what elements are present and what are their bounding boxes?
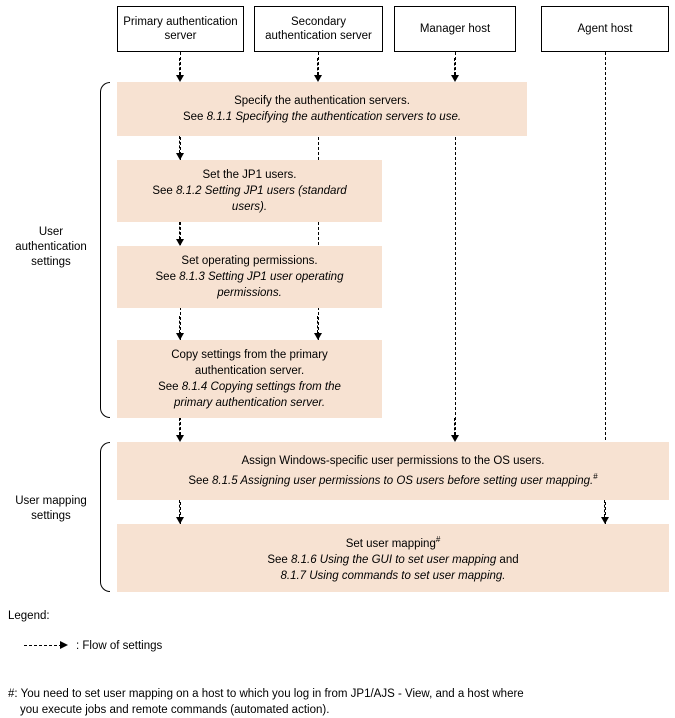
- group-label-line: User: [15, 495, 40, 507]
- flow-arrow: [175, 418, 185, 442]
- flow-arrow: [175, 316, 185, 340]
- step-reference-line2: users).: [231, 201, 268, 213]
- column-header-line: server: [164, 30, 197, 42]
- column-header-line: server: [339, 30, 372, 42]
- flow-arrow: [313, 316, 323, 340]
- process-box-assign-windows-user-permissions: [117, 442, 669, 500]
- column-header-line: authentication: [265, 30, 337, 42]
- step-reference-line2: 8.1.7 Using commands to set user mapping.: [280, 569, 506, 582]
- step-reference: See 8.1.6 Using the GUI to set user mapping and: [267, 553, 519, 566]
- group-brace-user-mapping-settings: [100, 442, 110, 592]
- flow-arrow-icon: [24, 641, 72, 651]
- column-header-secondary-auth-server: [254, 6, 383, 52]
- process-box-set-jp1-users: [117, 160, 382, 222]
- footnote-marker: #: [593, 472, 598, 482]
- step-title: Set the JP1 users.: [202, 169, 297, 181]
- column-header-line: authentication: [166, 16, 238, 28]
- step-reference-line2: primary authentication server.: [173, 397, 326, 409]
- process-box-specify-authentication-servers: [117, 82, 527, 136]
- group-label-user-mapping-settings: [8, 494, 94, 524]
- flow-arrow: [600, 500, 610, 524]
- group-label-line: authentication: [15, 241, 87, 253]
- group-label-line: settings: [31, 256, 71, 268]
- column-header-primary-auth-server: [117, 6, 244, 52]
- flow-arrow: [175, 58, 185, 82]
- step-title-line1: Copy settings from the primary: [171, 349, 328, 361]
- group-label-user-authentication-settings: [8, 225, 94, 270]
- step-reference: See 8.1.4 Copying settings from the: [158, 381, 341, 393]
- column-header-agent-host: [541, 6, 669, 52]
- step-title: Set operating permissions.: [181, 255, 318, 267]
- flow-arrow: [175, 500, 185, 524]
- process-box-copy-settings-from-primary: [117, 340, 382, 418]
- step-reference: See 8.1.3 Setting JP1 user operating: [155, 271, 344, 283]
- footnote-line2: you execute jobs and remote commands (automated action).: [20, 704, 330, 716]
- footnote: [8, 686, 628, 718]
- step-reference-line2: permissions.: [217, 287, 282, 299]
- column-header-line: Agent host: [577, 23, 633, 35]
- step-title: Specify the authentication servers.: [234, 95, 410, 107]
- step-title: Set user mapping#: [345, 535, 441, 550]
- process-box-set-user-mapping: [117, 524, 669, 592]
- step-reference: See 8.1.5 Assigning user permissions to OS users before setting user mapping.#: [188, 472, 598, 487]
- footnote-line1: #: You need to set user mapping on a host to which you log in from JP1/AJS - View, and a host where: [8, 688, 524, 700]
- legend-title: Legend:: [8, 610, 50, 622]
- flow-arrow: [450, 58, 460, 82]
- column-header-line: Manager host: [419, 23, 491, 35]
- process-box-set-operating-permissions: [117, 246, 382, 308]
- step-title-line2: authentication server.: [194, 365, 305, 377]
- legend-flow-label: : Flow of settings: [76, 640, 163, 652]
- legend-flow-row: [24, 640, 162, 652]
- footnote-marker: #: [435, 535, 441, 545]
- group-label-line: User: [38, 226, 64, 238]
- column-header-manager-host: [394, 6, 516, 52]
- step-title: Assign Windows-specific user permissions to the OS users.: [241, 455, 545, 468]
- column-header-line: Primary: [123, 16, 163, 28]
- step-reference: See 8.1.2 Setting JP1 users (standard: [152, 185, 347, 197]
- flow-arrow: [175, 222, 185, 246]
- step-reference: See 8.1.1 Specifying the authentication servers to use.: [182, 111, 462, 123]
- group-brace-user-authentication-settings: [100, 82, 110, 418]
- flow-arrow: [313, 58, 323, 82]
- column-header-line: Secondary: [291, 16, 346, 28]
- flow-arrow: [175, 136, 185, 160]
- flow-arrow: [450, 418, 460, 442]
- group-label-line: settings: [31, 510, 71, 522]
- group-label-line: mapping: [42, 495, 87, 507]
